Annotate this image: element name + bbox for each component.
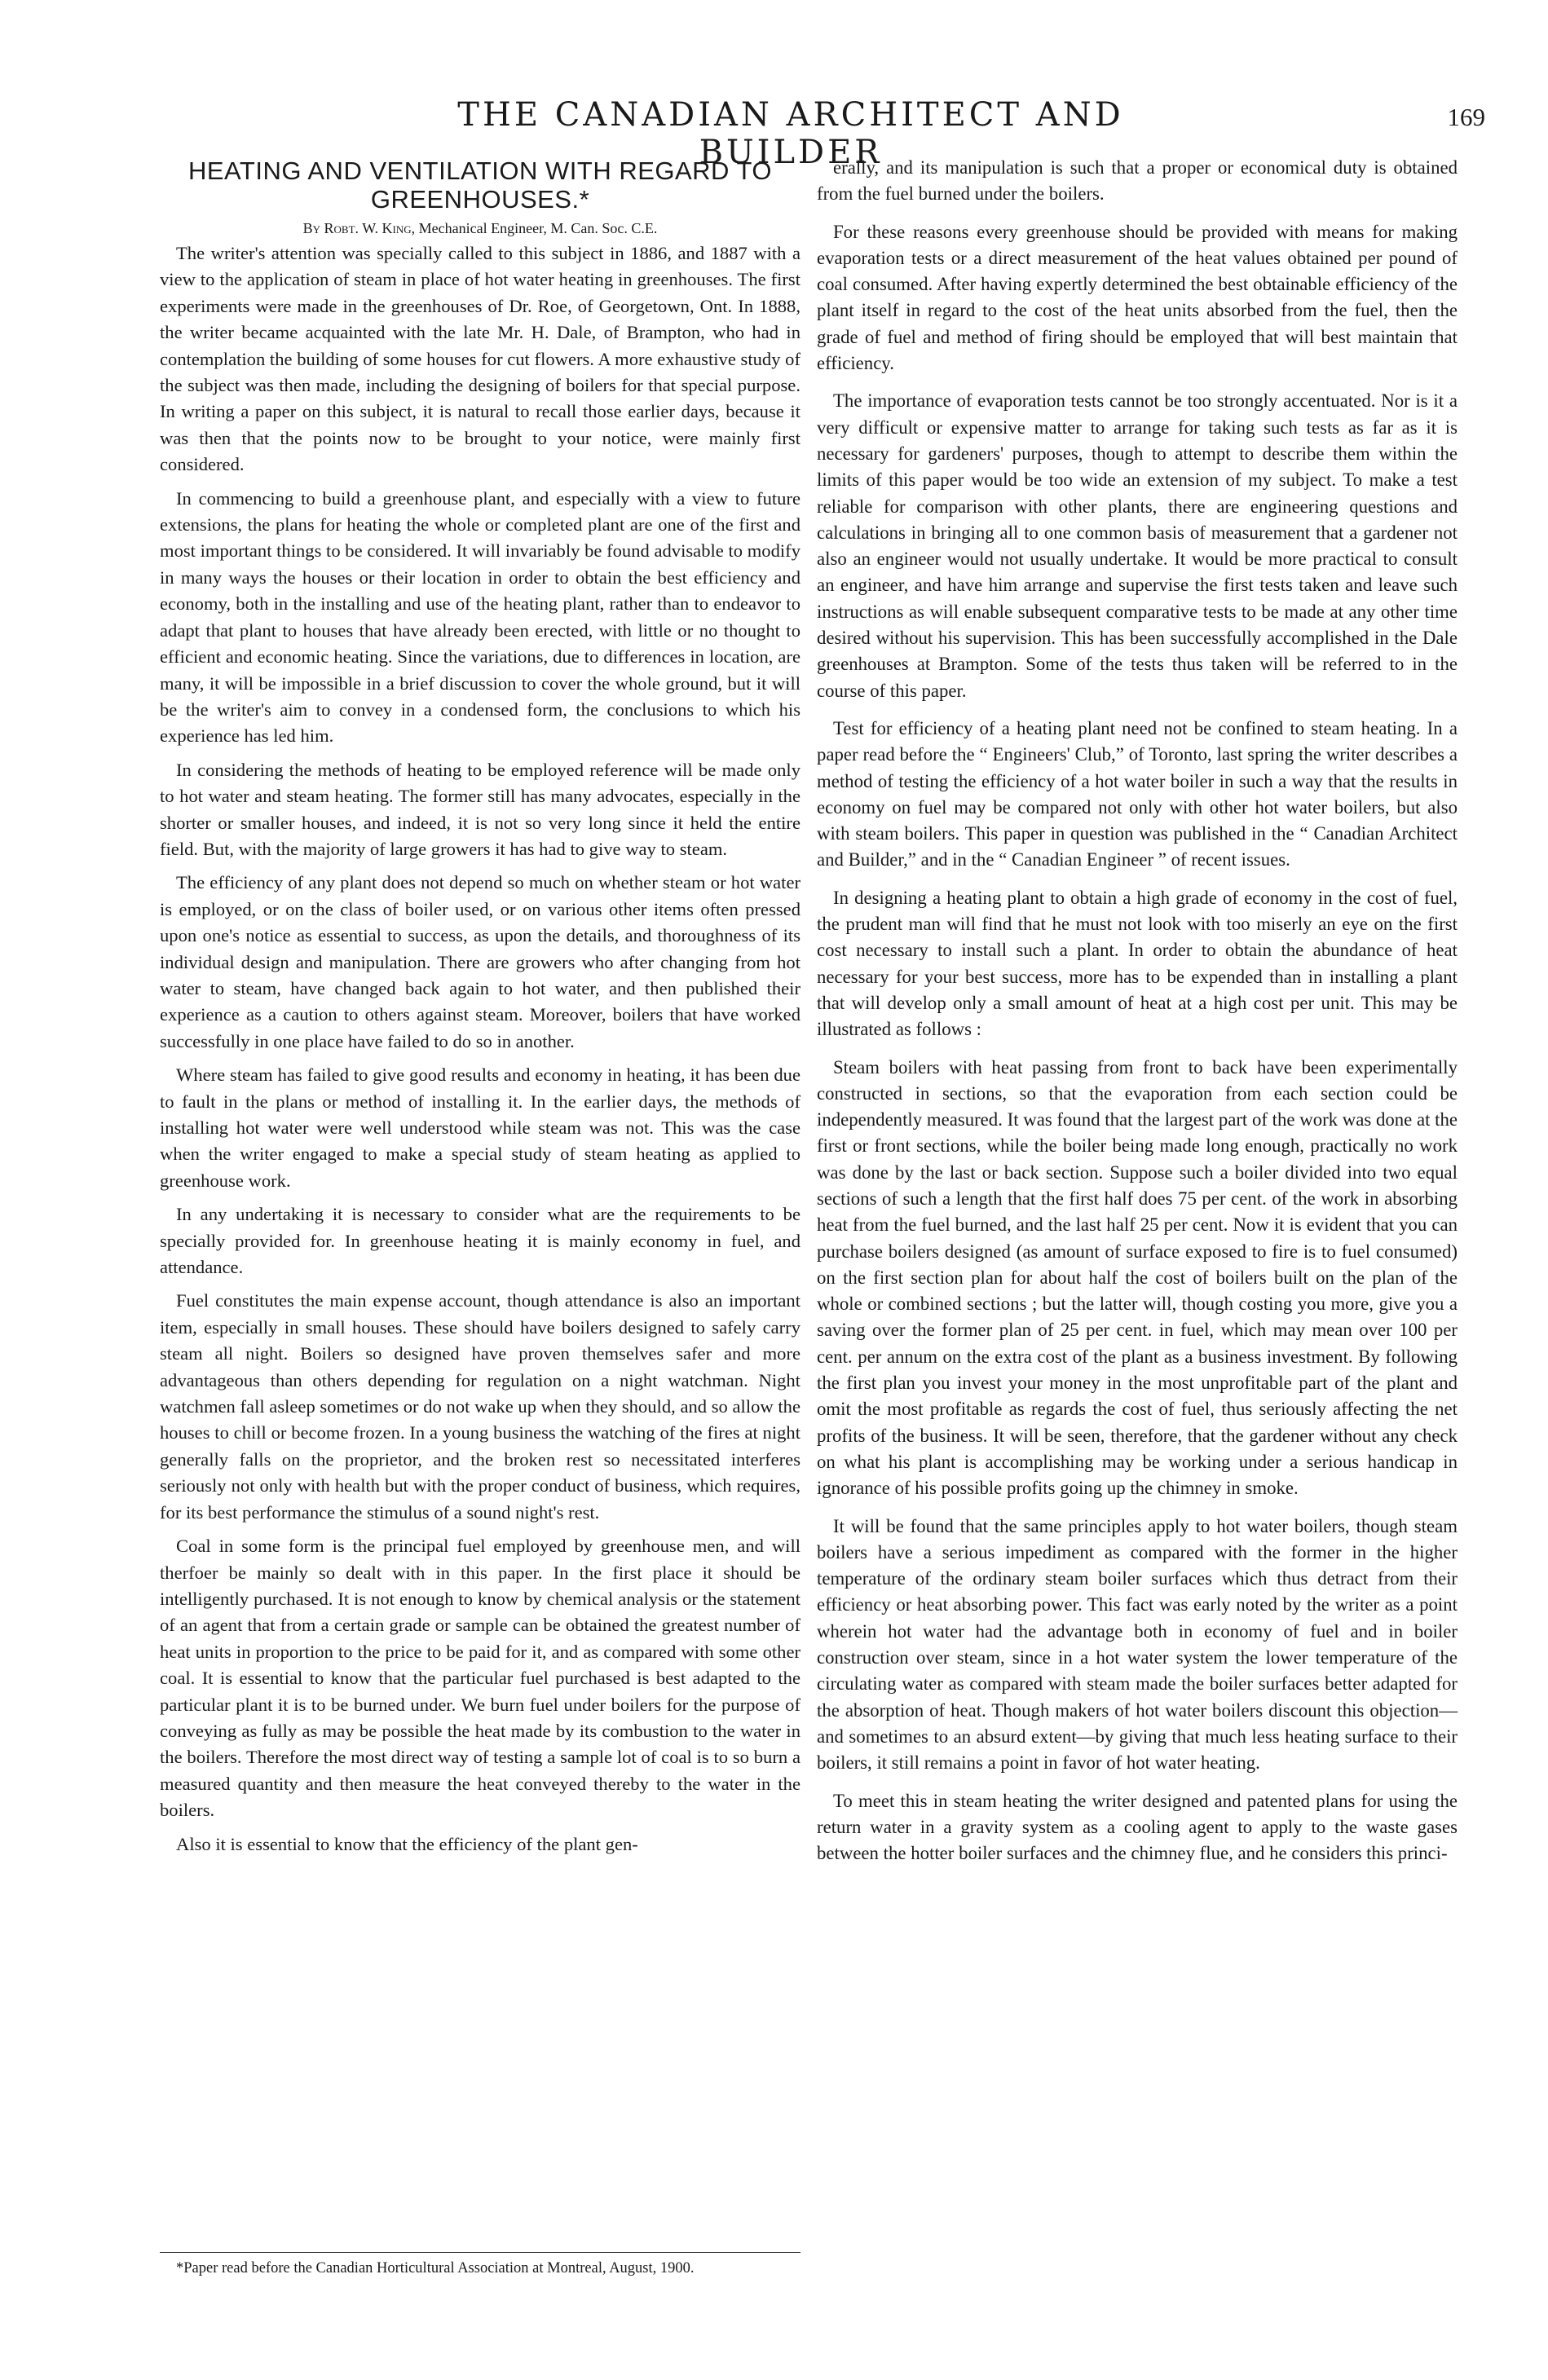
paragraph: To meet this in steam heating the writer designed and patented plans for using the return water in a gravity system as a cooling agent to apply to the waste gases between the hotter boiler surfaces and the chimney flue, and he considers this princi- [817, 1790, 1458, 1864]
left-column [160, 156, 800, 1865]
paragraph: The writer's attention was specially called to this subject in 1886, and 1887 with a view to the application of steam in place of hot water heating in greenhouses. The first experiments were made in the greenhouses of Dr. Roe, of Georgetown, Ont. In 1888, the writer became acquainted with the late Mr. H. Dale, of Brampton, who had in contemplation the building of some houses for cut flowers. A more exhaustive study of the subject was then made, including the designing of boilers for that special purpose. In writing a paper on this subject, it is natural to recall those earlier days, because it was then that the points now to be brought to your notice, were mainly first considered. [160, 243, 800, 475]
running-head [0, 96, 1548, 171]
page-number: 169 [1447, 103, 1485, 131]
paragraph: Fuel constitutes the main expense account, though attendance is also an important item, especially in small houses. These should have boilers designed to safely carry steam all night. Boilers so designed have proven themselves safer and more advantageous than others depending for regulation on a night watchman. Night watchmen fall asleep sometimes or do not wake up when they should, and so allow the houses to chill or become frozen. In a young business the watching of the fires at night generally falls on the proprietor, and the broken rest so necessitated interferes seriously not only with health but with the proper conduct of business, which requires, for its best performance the stimulus of a sound night's rest. [160, 1290, 800, 1523]
paragraph: Test for efficiency of a heating plant need not be confined to steam heating. In a paper read before the “ Engineers' Club,” of Toronto, last spring the writer describes a method of testing the efficiency of a hot water boiler in such a way that the results in economy on fuel may be compared not only with other hot water boilers, but also with steam boilers. This paper in question was published in the “ Canadian Architect and Builder,” and in the “ Canadian Engineer ” of recent issues. [817, 717, 1458, 870]
byline [160, 218, 800, 238]
paragraph: For these reasons every greenhouse should be provided with means for making evaporation tests or a direct measurement of the heat values obtained per pound of coal consumed. After having expertly determined the best obtainable efficiency of the plant itself in regard to the cost of the heat units absorbed from the fuel, then the grade of fuel and method of firing should be employed that will best maintain that efficiency. [817, 221, 1458, 374]
byline-author: By Robt. W. King, [302, 220, 416, 236]
paragraph: Steam boilers with heat passing from front to back have been experimentally constructed in sections, so that the evaporation from each section could be independently measured. It was found that the largest part of the work was done at the first or front sections, while the boiler being made long enough, practically no work was done by the last or back section. Suppose such a boiler divided into two equal sections of such a length that the first half does 75 per cent. of the work in absorbing heat from the fuel burned, and the last half 25 per cent. Now it is evident that you can purchase boilers designed (as amount of surface exposed to fire is to fuel consumed) on the first section plan for about half the cost of boilers built on the plan of the whole or combined sections ; but the latter will, though costing you more, give you a saving over the former plan of 25 per cent. in fuel, which may mean over 100 per cent. per annum on the extra cost of the plant as a business investment. By following the first plan you invest your money in the most unprofitable part of the plant and omit the most profitable as regards the cost of fuel, thus seriously affecting the net profits of the business. It will be seen, therefore, that the gardener without any check on what his plant is accomplishing may be working under a serious handicap in ignorance of his possible profits going up the chimney in smoke. [817, 1056, 1458, 1499]
paragraph: The importance of evaporation tests cannot be too strongly accentuated. Nor is it a very difficult or expensive matter to arrange for taking such tests as far as it is necessary for gardeners' purposes, though to attempt to describe them within the limits of this paper would be too wide an extension of my subject. To make a test reliable for comparison with other plants, there are engineering questions and calculations in bringing all to one common basis of measurement that a gardener not also an engineer would not usually undertake. It would be more practical to consult an engineer, and have him arrange and supervise the first tests taken and leave such instructions as will enable subsequent comparative tests to be made at any other time desired without his supervision. This has been successfully accomplished in the Dale greenhouses at Brampton. Some of the tests thus taken will be referred to in the course of this paper. [817, 390, 1458, 701]
article-title: HEATING AND VENTILATION WITH REGARD TO GREENHOUSES.* [187, 156, 772, 214]
paragraph: erally, and its manipulation is such that a proper or economical duty is obtained from the fuel burned under the boilers. [817, 157, 1458, 205]
paragraph: Where steam has failed to give good results and economy in heating, it has been due to fault in the plans or method of installing it. In the earlier days, the methods of installing hot water were well understood while steam was not. This was the case when the writer engaged to make a special study of steam heating as applied to greenhouse work. [160, 1064, 800, 1191]
paragraph: In any undertaking it is necessary to consider what are the requirements to be specially provided for. In greenhouse heating it is mainly economy in fuel, and attendance. [160, 1204, 800, 1278]
byline-credentials: Mechanical Engineer, M. Can. Soc. C.E. [418, 220, 658, 236]
paragraph: In commencing to build a greenhouse plant, and especially with a view to future extensions, the plans for heating the whole or completed plant are one of the first and most important things to be considered. It will invariably be found advisable to modify in many ways the houses or their location in order to obtain the best efficiency and economy, both in the installing and use of the heating plant, rather than to endeavor to adapt that plant to houses that have already been erected, with little or no thought to efficient and economic heating. Since the variations, due to differences in location, are many, it will be impossible in a brief discussion to cover the whole ground, but it will be the writer's aim to convey in a condensed form, the conclusions to which his experience has led him. [160, 487, 800, 747]
paragraph: It will be found that the same principles apply to hot water boilers, though steam boilers have a serious impediment as compared with the former in the higher temperature of the ordinary steam boiler surfaces which thus detract from their efficiency or heat absorbing power. This fact was early noted by the writer as a point wherein hot water had the advantage both in economy of fuel and in boiler construction over steam, since in a hot water system the lower temperature of the circulating water as compared with steam made the boiler surfaces better adapted for the absorption of heat. Though makers of hot water boilers discount this objection—and sometimes to an absurd extent—by giving that much less heating surface to their boilers, it still remains a point in favor of hot water heating. [817, 1515, 1458, 1774]
paragraph: In considering the methods of heating to be employed reference will be made only to hot water and steam heating. The former still has many advocates, especially in the shorter or smaller houses, and indeed, it is not so very long since it held the entire field. But, with the majority of large growers it has had to give way to steam. [160, 759, 800, 859]
paragraph: Coal in some form is the principal fuel employed by greenhouse men, and will therfoer be mainly so dealt with in this paper. In the first place it should be intelligently purchased. It is not enough to know by chemical analysis or the statement of an agent that from a certain grade or sample can be obtained the greatest number of heat units in proportion to the price to be paid for it, and as compared with some other coal. It is essential to know that the particular fuel purchased is best adapted to the particular plant it is to be burned under. We burn fuel under boilers for the purpose of conveying as fully as may be possible the heat made by its combustion to the water in the boilers. Therefore the most direct way of testing a sample lot of coal is to so burn a measured quantity and then measure the heat conveyed thereby to the water in the boilers. [160, 1536, 800, 1821]
paragraph: The efficiency of any plant does not depend so much on whether steam or hot water is employed, or on the class of boiler used, or on various other items often pressed upon one's notice as essential to success, as upon the details, and thoroughness of its individual design and manipulation. There are growers who after changing from hot water to steam, have changed back again to hot water, and then published their experience as a caution to others against steam. Moreover, boilers that have worked successfully in one place have failed to do so in another. [160, 872, 800, 1051]
journal-title: THE CANADIAN ARCHITECT AND BUILDER [457, 96, 1124, 171]
paragraph: In designing a heating plant to obtain a high grade of economy in the cost of fuel, the prudent man will find that he must not look with too miserly an eye on the first cost necessary to install such a plant. In order to obtain the abundance of heat necessary for your best success, more has to be expended than in installing a plant that will develop only a small amount of heat at a high cost per unit. This may be illustrated as follows : [817, 887, 1458, 1040]
footnote: *Paper read before the Canadian Horticultural Association at Montreal, August, 1900. [176, 2260, 695, 2276]
footnote-rule [160, 2252, 800, 2253]
paragraph: Also it is essential to know that the efficiency of the plant gen- [176, 1833, 638, 1854]
right-column [817, 155, 1458, 1878]
